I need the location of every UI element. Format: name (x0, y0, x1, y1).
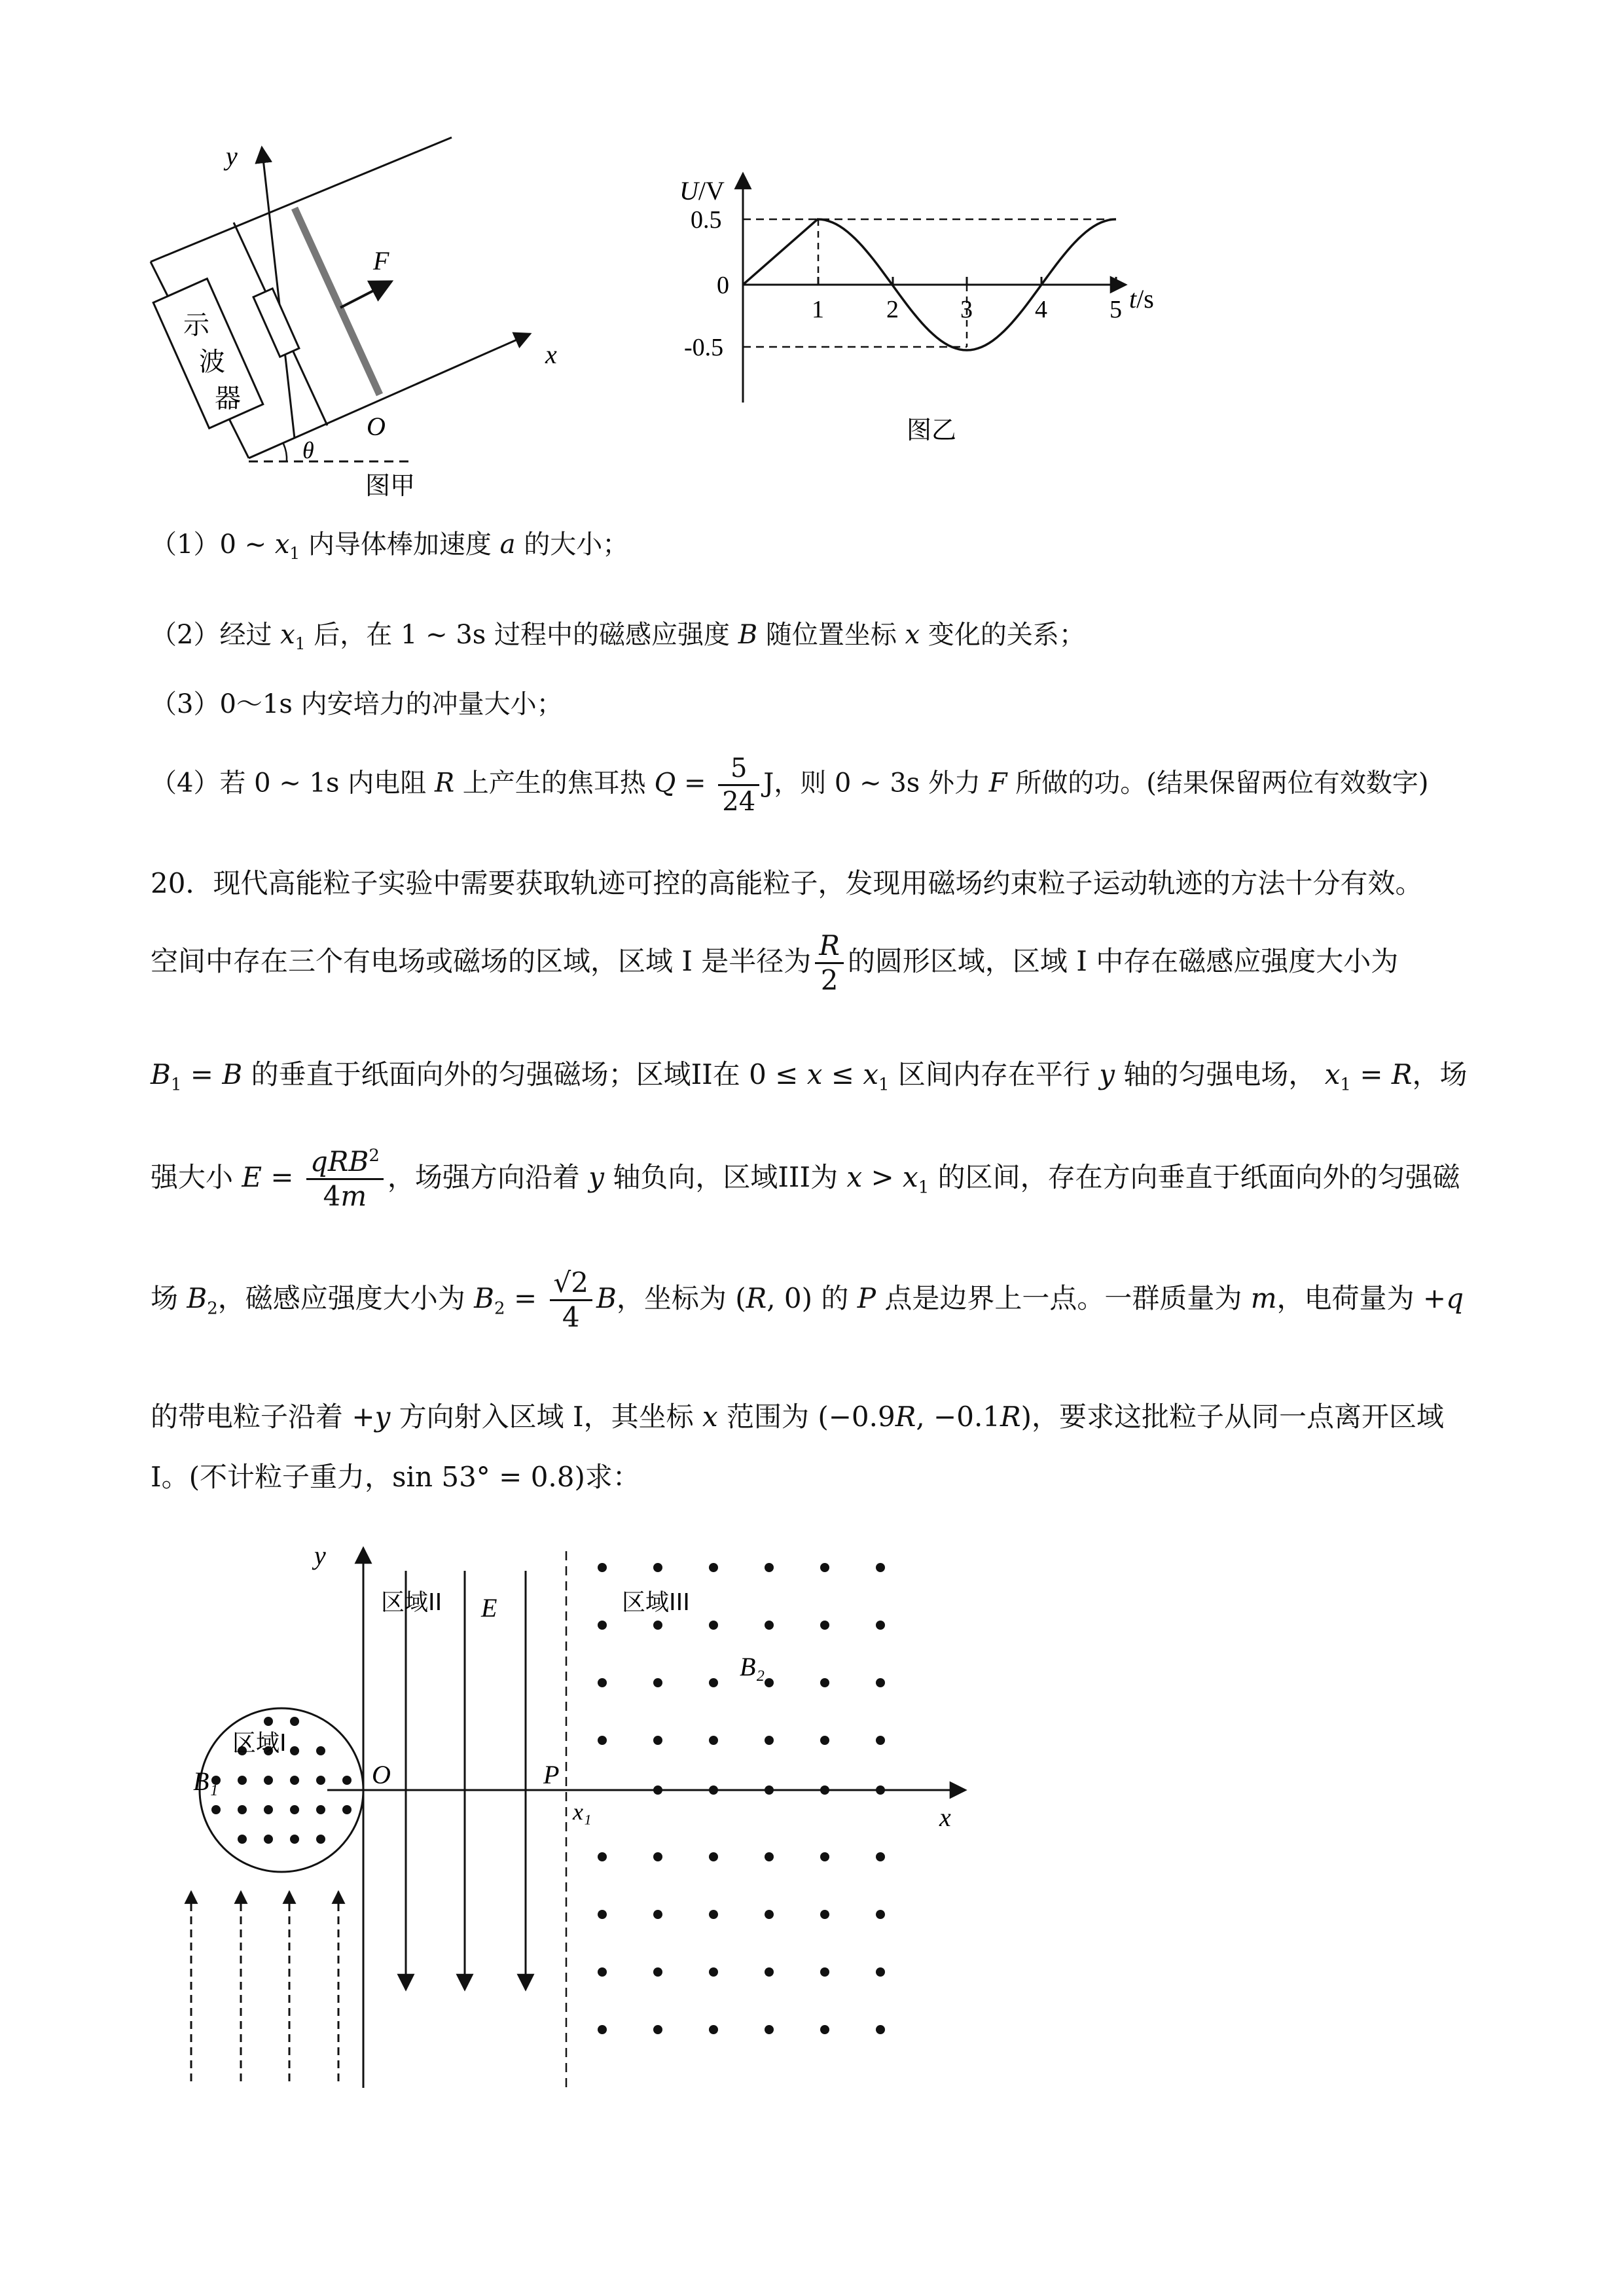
field-dot (342, 1776, 352, 1785)
tick-t4: 4 (1035, 296, 1047, 323)
figure-c (151, 1532, 1001, 2121)
field-dot (876, 1563, 885, 1572)
label-B2: B₂ (740, 1652, 765, 1681)
field-dot (876, 1967, 885, 1977)
field-dot (653, 1736, 662, 1745)
field-dot (598, 1678, 607, 1687)
field-dot (316, 1746, 325, 1755)
field-dot (316, 1776, 325, 1785)
label-x: x (939, 1803, 951, 1832)
field-dot (653, 1785, 662, 1795)
region-3-dots (598, 1563, 885, 2034)
figure-c-drawing (151, 1532, 1001, 2121)
label-y: y (226, 141, 238, 171)
t-ticks (818, 277, 1116, 285)
field-dot (765, 1967, 774, 1977)
label-E: E (481, 1593, 497, 1623)
label-B1: B₁ (193, 1767, 219, 1796)
field-dot (290, 1805, 299, 1814)
resistor (253, 289, 299, 357)
field-dot (765, 1563, 774, 1572)
label-region-1: 区域I (232, 1730, 287, 1757)
label-O: O (367, 412, 386, 441)
question-2: （2）经过 $x_1$ 后，在 1 ~ 3s 过程中的磁感应强度 B 随位置坐标 x 变化的关系； (151, 620, 1085, 653)
field-dot (820, 1852, 829, 1861)
field-dot (290, 1835, 299, 1844)
field-dot (876, 1785, 885, 1795)
field-dot (765, 1852, 774, 1861)
p20-line-4: 强大小 E = $\frac{qRB^2}{4m}$ ，场强方向沿着 y 轴负向，区域III为 $x > x_1$ 的区间，存在方向垂直于纸面向外的匀强磁 (151, 1145, 1460, 1213)
field-dot (290, 1717, 299, 1726)
p20-line-5: 场 $B_2$，磁感应强度大小为 $B_2$ = $\frac{√2}{4}$ B，坐标为 (R, 0) 的 P 点是边界上一点。一群质量为 m，电荷量为 +q (151, 1266, 1464, 1334)
field-dot (709, 1563, 718, 1572)
field-dot (820, 1910, 829, 1919)
field-dot (876, 1678, 885, 1687)
field-dot (598, 1736, 607, 1745)
figure-a (131, 131, 602, 511)
field-dot (709, 1967, 718, 1977)
field-dot (238, 1835, 247, 1844)
field-dot (709, 1910, 718, 1919)
field-dot (316, 1805, 325, 1814)
field-dot (709, 1736, 718, 1745)
field-dot (765, 1621, 774, 1630)
label-region-3: 区域III (622, 1589, 690, 1616)
field-dot (765, 1785, 774, 1795)
theta-arc (283, 444, 287, 461)
tick-t2: 2 (886, 296, 899, 323)
device-char-3: 器 (215, 384, 241, 414)
figure-b-caption: 图乙 (907, 416, 957, 444)
label-x1: x₁ (573, 1799, 592, 1825)
field-dot (820, 1563, 829, 1572)
field-dot (820, 2025, 829, 2034)
particle-beams (191, 1892, 338, 2081)
field-dot (820, 1621, 829, 1630)
field-dot (876, 1852, 885, 1861)
field-dot (342, 1805, 352, 1814)
conductor-rod (295, 208, 380, 395)
field-dot (820, 1967, 829, 1977)
field-dot (876, 1736, 885, 1745)
label-y: y (314, 1541, 326, 1570)
tick-t5: 5 (1110, 296, 1122, 323)
figure-b (655, 160, 1198, 455)
field-dot (264, 1776, 273, 1785)
force-arrow (340, 281, 391, 308)
field-dot (290, 1746, 299, 1755)
field-dot (598, 1621, 607, 1630)
field-dot (264, 1835, 273, 1844)
field-dot (598, 1910, 607, 1919)
device-char-1: 示 (183, 310, 209, 340)
field-dot (653, 1563, 662, 1572)
p20-line-1: 20．现代高能粒子实验中需要获取轨迹可控的高能粒子，发现用磁场约束粒子运动轨迹的方法十分有效。 (151, 867, 1423, 899)
field-dot (709, 1785, 718, 1795)
field-dot (709, 1678, 718, 1687)
label-O: O (372, 1760, 391, 1789)
field-dot (290, 1776, 299, 1785)
label-region-2: 区域II (381, 1589, 442, 1616)
field-dot (709, 1852, 718, 1861)
upper-rail (151, 137, 452, 262)
field-dot (598, 1967, 607, 1977)
fraction-B2: $\frac{√2}{4}$ (550, 1266, 592, 1335)
t-axis-label: t/s (1129, 284, 1154, 314)
field-dot (653, 1852, 662, 1861)
tick-0: 0 (717, 272, 729, 299)
field-dot (316, 1835, 325, 1844)
tick-t3: 3 (960, 296, 973, 323)
device-char-2: 波 (199, 347, 225, 377)
fraction-5-24: $\frac{5}{24}$ (718, 753, 759, 817)
label-F: F (373, 246, 389, 276)
field-dot (653, 1621, 662, 1630)
field-dot (653, 1967, 662, 1977)
field-dot (598, 2025, 607, 2034)
figure-a-drawing (131, 131, 602, 511)
p20-line-6: 的带电粒子沿着 +y 方向射入区域 I，其坐标 x 范围为 (−0.9R, −0.1R)，要求这批粒子从同一点离开区域 (151, 1401, 1445, 1433)
field-dot (653, 2025, 662, 2034)
field-dot (765, 1736, 774, 1745)
field-dot (264, 1805, 273, 1814)
field-dot (765, 2025, 774, 2034)
tick-neg0.5: -0.5 (684, 334, 724, 361)
figure-b-drawing (655, 160, 1198, 455)
field-dot (211, 1805, 221, 1814)
field-dot (653, 1678, 662, 1687)
field-dot (709, 2025, 718, 2034)
field-dot (598, 1852, 607, 1861)
field-dot (876, 1910, 885, 1919)
field-dot (238, 1776, 247, 1785)
field-dot (820, 1678, 829, 1687)
field-dot (876, 1621, 885, 1630)
fraction-R-2: $\frac{R}{2}$ (815, 929, 844, 997)
question-4: （4）若 0 ~ 1s 内电阻 R 上产生的焦耳热 Q = $\frac{5}{24}$ J，则 0 ~ 3s 外力 F 所做的功。(结果保留两位有效数字) (151, 753, 1429, 817)
label-theta: θ (302, 437, 314, 463)
u-axis-label: U/V (679, 176, 725, 206)
field-dot (820, 1736, 829, 1745)
field-dot (765, 1910, 774, 1919)
figure-a-caption: 图甲 (365, 471, 416, 500)
field-dot (709, 1621, 718, 1630)
p20-line-2: 空间中存在三个有电场或磁场的区域，区域 I 是半径为 $\frac{R}{2}$ 的圆形区域，区域 I 中存在磁感应强度大小为 (151, 929, 1399, 997)
field-dot (238, 1805, 247, 1814)
field-dot (653, 1910, 662, 1919)
field-dot (264, 1717, 273, 1726)
label-P: P (543, 1760, 560, 1789)
question-1: （1）0 ~ $x_1$ 内导体棒加速度 a 的大小； (151, 529, 629, 563)
label-x: x (545, 340, 557, 369)
tick-t1: 1 (812, 296, 824, 323)
field-dot (876, 2025, 885, 2034)
tick-0.5: 0.5 (691, 206, 722, 234)
field-dot (820, 1785, 829, 1795)
p20-line-7: I。(不计粒子重力，sin 53° = 0.8)求： (151, 1461, 640, 1493)
fraction-E: $\frac{qRB^2}{4m}$ (306, 1145, 384, 1213)
p20-line-3: $B_1 = B$ 的垂直于纸面向外的匀强磁场；区域II在 $0 \le x \le x_1$ 区间内存在平行 y 轴的匀强电场， $x_1 = R$，场 (151, 1058, 1468, 1095)
field-dot (765, 1678, 774, 1687)
field-dot (598, 1563, 607, 1572)
question-3: （3）0～1s 内安培力的冲量大小； (151, 689, 563, 719)
